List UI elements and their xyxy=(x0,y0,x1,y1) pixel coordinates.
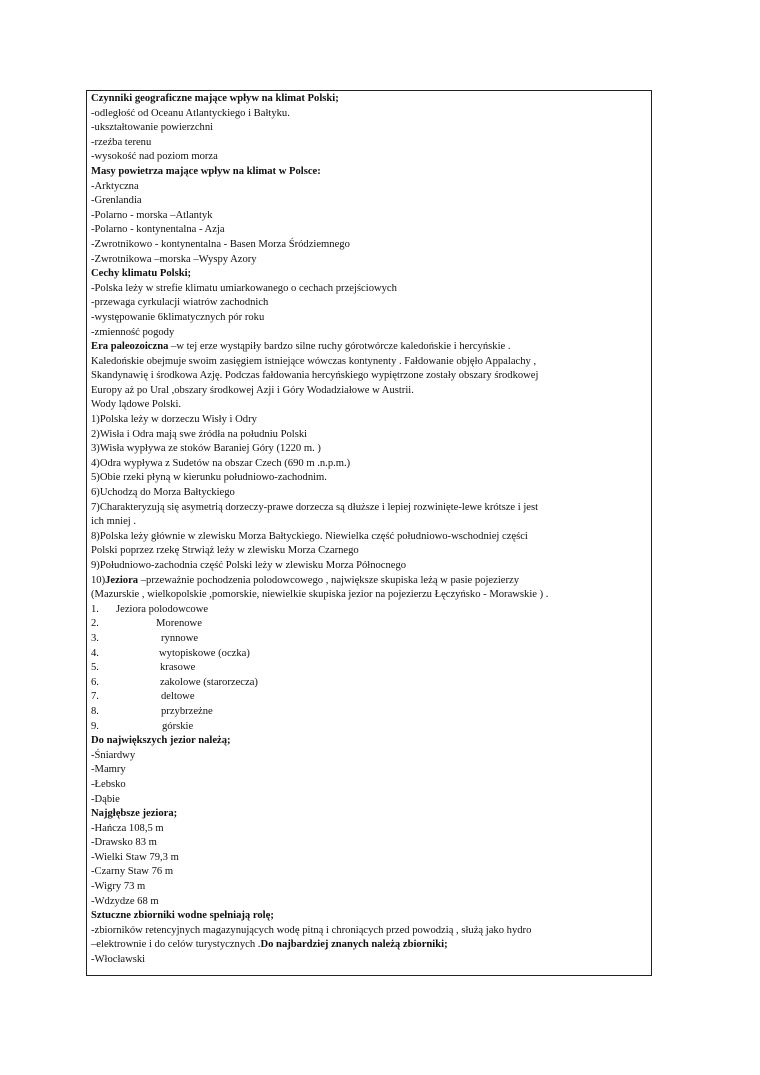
text-line xyxy=(91,180,647,195)
text-line xyxy=(91,953,647,968)
text-line xyxy=(91,384,647,399)
text-line xyxy=(91,836,647,851)
line-text: -Drawsko 83 m xyxy=(91,837,157,849)
line-text: -Zwrotnikowo - kontynentalna - Basen Morza Śródziemnego xyxy=(91,238,350,250)
line-text: Do największych jezior należą; xyxy=(91,735,231,747)
list-number: 5. xyxy=(91,662,99,674)
text-line xyxy=(91,194,647,209)
text-line xyxy=(91,457,647,472)
text-line xyxy=(91,661,647,676)
line-text: -Hańcza 108,5 m xyxy=(91,822,164,834)
line-text: 5)Obie rzeki płyną w kierunku południowo-zachodnim. xyxy=(91,472,327,484)
lake-type: rynnowe xyxy=(161,632,199,644)
document-page xyxy=(86,90,652,976)
text-line xyxy=(91,705,647,720)
lake-type: górskie xyxy=(162,720,194,732)
line-text: -Wigry 73 m xyxy=(91,881,146,893)
line-prefix: 10) xyxy=(91,574,106,586)
text-line xyxy=(91,238,647,253)
line-text: -zbiorników retencyjnych magazynujących wodę pitną i chroniących przed powodzią , służą jako hydro xyxy=(91,924,532,936)
line-text: 7)Charakteryzują się asymetrią dorzeczy-prawe dorzecza są dłuższe i lepiej rozwinięte-lewe krótsze i jest xyxy=(91,501,539,513)
line-text: Najgłębsze jeziora; xyxy=(91,808,178,820)
line-text: -Grenlandia xyxy=(91,195,142,207)
line-text: 3)Wisła wypływa ze stoków Baraniej Góry (1220 m. ) xyxy=(91,443,321,455)
line-text: 8)Polska leży głównie w zlewisku Morza Bałtyckiego. Niewielka część południowo-wschodniej części xyxy=(91,530,528,542)
line-text: -ukształtowanie powierzchni xyxy=(91,122,214,134)
text-line xyxy=(91,749,647,764)
text-line xyxy=(91,588,647,603)
list-number: 1. xyxy=(91,603,99,615)
line-text: -Śniardwy xyxy=(91,749,136,761)
line-text: Kaledońskie obejmuje swoim zasięgiem istniejące wówczas kontynenty . Fałdowanie objęło Appalachy , xyxy=(91,355,537,367)
line-text: –elektrownie i do celów turystycznych . xyxy=(91,939,261,951)
lake-type: deltowe xyxy=(161,691,195,703)
text-line xyxy=(91,486,647,501)
text-line xyxy=(91,690,647,705)
section-heading xyxy=(91,165,647,180)
line-text: Europy aż po Ural ,obszary środkowej Azji i Góry Wodadziałowe w Austrii. xyxy=(91,384,414,396)
text-line xyxy=(91,413,647,428)
line-text: -Mamry xyxy=(91,764,126,776)
line-text: -Arktyczna xyxy=(91,180,139,192)
bold-term: Era paleozoiczna xyxy=(91,341,169,353)
text-line xyxy=(91,253,647,268)
text-line xyxy=(91,428,647,443)
line-text: -wysokość nad poziom morza xyxy=(91,151,218,163)
list-number: 6. xyxy=(91,676,99,688)
text-line xyxy=(91,793,647,808)
list-number: 4. xyxy=(91,647,99,659)
line-text: –przeważnie pochodzenia polodowcowego , największe skupiska leżą w pasie pojezierzy xyxy=(138,574,520,586)
line-text: 4)Odra wypływa z Sudetów na obszar Czech (690 m .n.p.m.) xyxy=(91,457,351,469)
line-text: -Polska leży w strefie klimatu umiarkowanego o cechach przejściowych xyxy=(91,282,397,294)
line-text: Skandynawię i środkowa Azję. Podczas fałdowania hercyńskiego wypiętrzone zostały obszary środkowej xyxy=(91,370,539,382)
line-text: -Wdzydze 68 m xyxy=(91,895,159,907)
line-text: -rzeźba terenu xyxy=(91,136,152,148)
text-line xyxy=(91,442,647,457)
line-text: Wody lądowe Polski. xyxy=(91,399,182,411)
line-text: -zmienność pogody xyxy=(91,326,175,338)
text-line xyxy=(91,822,647,837)
line-text: 9)Południowo-zachodnia część Polski leży w zlewisku Morza Północnego xyxy=(91,560,407,571)
section-heading xyxy=(91,267,647,282)
line-text: -Dąbie xyxy=(91,793,120,805)
lake-type: Jeziora polodowcowe xyxy=(116,603,209,615)
text-line xyxy=(91,530,647,545)
text-line xyxy=(91,515,647,530)
text-line xyxy=(91,296,647,311)
line-text: -odległość od Oceanu Atlantyckiego i Bałtyku. xyxy=(91,107,290,119)
text-line xyxy=(91,398,647,413)
document-text xyxy=(91,92,647,968)
section-heading xyxy=(91,92,647,107)
line-text: Sztuczne zbiorniki wodne spełniają rolę; xyxy=(91,910,274,922)
text-line xyxy=(91,355,647,370)
text-line xyxy=(91,544,647,559)
lake-type: przybrzeżne xyxy=(161,705,213,717)
section-heading xyxy=(91,909,647,924)
text-line xyxy=(91,223,647,238)
text-line xyxy=(91,340,647,355)
text-line xyxy=(91,471,647,486)
line-text: -Włocławski xyxy=(91,954,146,966)
text-line xyxy=(91,617,647,632)
line-text: -Zwrotnikowa –morska –Wyspy Azory xyxy=(91,253,257,265)
line-text: Czynniki geograficzne mające wpływ na klimat Polski; xyxy=(91,93,339,104)
line-text: -przewaga cyrkulacji wiatrów zachodnich xyxy=(91,297,269,309)
line-text: -Polarno - kontynentalna - Azja xyxy=(91,224,225,236)
text-line xyxy=(91,107,647,122)
bold-term: Jeziora xyxy=(105,574,139,586)
lake-type: Morenowe xyxy=(156,618,202,630)
text-line xyxy=(91,121,647,136)
line-text: –w tej erze wystąpiły bardzo silne ruchy górotwórcze kaledońskie i hercyńskie . xyxy=(168,341,511,353)
line-text: -Czarny Staw 76 m xyxy=(91,866,174,878)
text-line xyxy=(91,369,647,384)
text-line xyxy=(91,136,647,151)
text-line xyxy=(91,720,647,735)
text-line xyxy=(91,603,647,618)
line-text: Cechy klimatu Polski; xyxy=(91,268,192,280)
text-line xyxy=(91,880,647,895)
line-text: (Mazurskie , wielkopolskie ,pomorskie, niewielkie skupiska jezior na pojezierzu Łęczyńsko - Morawskie ) . xyxy=(91,589,549,601)
list-number: 2. xyxy=(91,618,99,630)
list-number: 7. xyxy=(91,691,99,703)
line-text: 1)Polska leży w dorzeczu Wisły i Odry xyxy=(91,414,257,426)
line-text: -Wielki Staw 79,3 m xyxy=(91,851,179,863)
text-line xyxy=(91,938,647,953)
text-line xyxy=(91,150,647,165)
line-text: Masy powietrza mające wpływ na klimat w Polsce: xyxy=(91,165,321,177)
text-line xyxy=(91,574,647,589)
text-line xyxy=(91,632,647,647)
text-line xyxy=(91,501,647,516)
text-line xyxy=(91,676,647,691)
text-line xyxy=(91,924,647,939)
line-text: -Polarno - morska –Atlantyk xyxy=(91,209,213,221)
line-text: 2)Wisła i Odra mają swe źródła na południu Polski xyxy=(91,428,308,440)
text-line xyxy=(91,282,647,297)
bold-phrase: Do najbardziej znanych należą zbiorniki; xyxy=(260,939,448,951)
text-line xyxy=(91,865,647,880)
line-text: Polski poprzez rzekę Strwiąż leży w zlewisku Morza Czarnego xyxy=(91,545,359,557)
text-line xyxy=(91,311,647,326)
text-line xyxy=(91,326,647,341)
line-text: -Łebsko xyxy=(91,778,126,790)
section-heading xyxy=(91,807,647,822)
text-line xyxy=(91,763,647,778)
list-number: 8. xyxy=(91,705,99,717)
section-heading xyxy=(91,734,647,749)
text-line xyxy=(91,895,647,910)
line-text: ich mniej . xyxy=(91,516,137,528)
text-line xyxy=(91,851,647,866)
text-line xyxy=(91,559,647,574)
text-line xyxy=(91,647,647,662)
line-text: -występowanie 6klimatycznych pór roku xyxy=(91,311,265,323)
list-number: 9. xyxy=(91,720,99,732)
lake-type: wytopiskowe (oczka) xyxy=(159,647,250,659)
lake-type: zakolowe (starorzecza) xyxy=(160,676,258,688)
list-number: 3. xyxy=(91,632,99,644)
text-line xyxy=(91,778,647,793)
lake-type: krasowe xyxy=(160,662,196,674)
line-text: 6)Uchodzą do Morza Bałtyckiego xyxy=(91,487,235,499)
text-line xyxy=(91,209,647,224)
